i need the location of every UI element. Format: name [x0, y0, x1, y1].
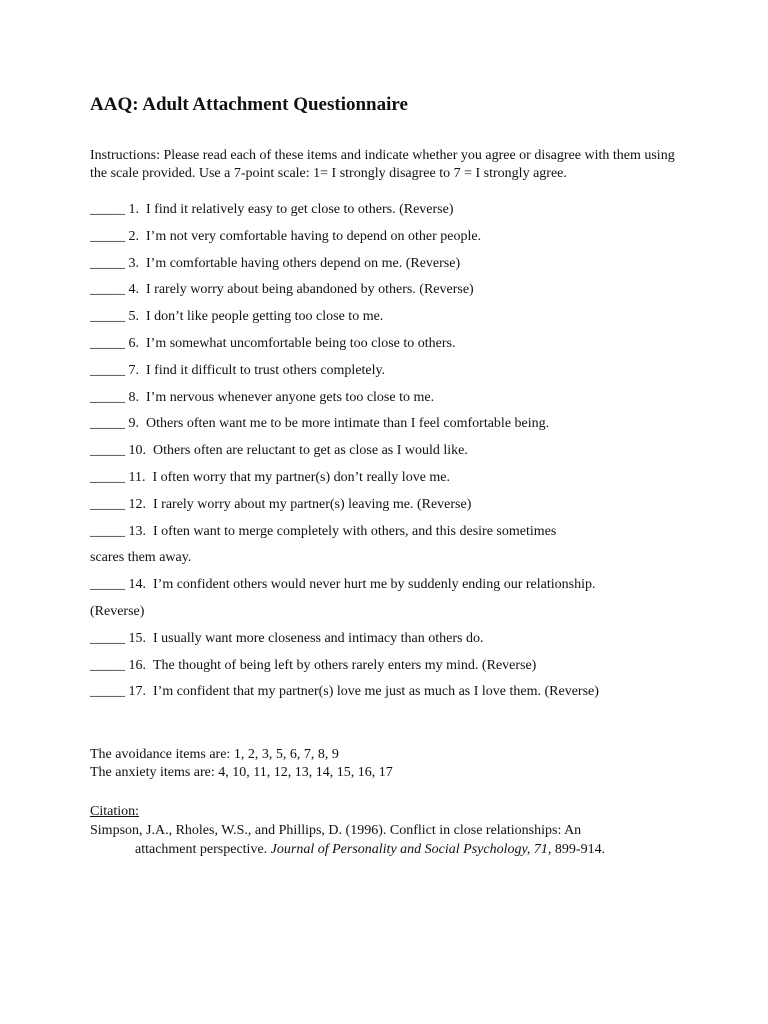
response-blank[interactable]: _____ — [90, 443, 125, 459]
item-text: Others often want me to be more intimate than I feel comfortable being. — [146, 416, 550, 432]
questionnaire-item — [90, 465, 700, 492]
questionnaire-item — [90, 358, 700, 385]
item-text: I’m confident others would never hurt me by suddenly ending our relationship. — [153, 577, 596, 593]
item-number: 11. — [128, 469, 146, 485]
questionnaire-item — [90, 331, 700, 358]
item-text: I don’t like people getting too close to me. — [146, 309, 384, 325]
response-blank[interactable]: _____ — [90, 496, 125, 512]
item-number: 17. — [128, 684, 146, 700]
item-text: I often worry that my partner(s) don’t really love me. — [152, 469, 451, 485]
response-blank[interactable]: _____ — [90, 630, 125, 646]
item-text: I’m comfortable having others depend on me. (Reverse) — [146, 255, 461, 271]
item-number: 5. — [128, 309, 139, 325]
response-blank[interactable]: _____ — [90, 469, 125, 485]
item-number: 1. — [128, 202, 139, 217]
questionnaire-item — [90, 519, 700, 546]
avoidance-items-line: The avoidance items are: 1, 2, 3, 5, 6, 7, 8, 9 — [90, 747, 339, 763]
citation-journal: Journal of Personality and Social Psychology, 71, — [270, 842, 552, 858]
response-blank[interactable]: _____ — [90, 362, 125, 378]
questionnaire-item — [90, 679, 700, 706]
item-number: 14. — [128, 577, 146, 593]
item-number: 3. — [128, 255, 139, 271]
item-number: 8. — [128, 389, 139, 405]
item-text: I find it difficult to trust others completely. — [146, 362, 386, 378]
questionnaire-item — [90, 492, 700, 519]
item-number: 7. — [128, 362, 139, 378]
questionnaire-item — [90, 411, 700, 438]
item-number: 10. — [128, 443, 146, 459]
item-text: I find it relatively easy to get close to others. (Reverse) — [146, 202, 454, 217]
questionnaire-item — [90, 572, 700, 599]
questionnaire-item — [90, 626, 700, 653]
response-blank[interactable]: _____ — [90, 335, 125, 351]
questionnaire-item — [90, 653, 700, 680]
item-number: 2. — [128, 228, 139, 244]
questionnaire-item — [90, 251, 700, 278]
questionnaire-item — [90, 277, 700, 304]
item-continuation: scares them away. — [90, 550, 192, 566]
response-blank[interactable]: _____ — [90, 202, 125, 217]
items-list — [90, 197, 700, 706]
item-number: 16. — [128, 657, 146, 673]
citation-pages: 899-914. — [551, 842, 606, 858]
page-title: AAQ: Adult Attachment Questionnaire — [90, 94, 408, 115]
item-text: I’m confident that my partner(s) love me just as much as I love them. (Reverse) — [153, 684, 599, 700]
instructions-text: Instructions: Please read each of these items and indicate whether you agree or disagree with them using the scale provided. Use a 7-point scale: 1= I strongly disagree to 7 = I strongly agree. — [90, 148, 675, 181]
response-blank[interactable]: _____ — [90, 282, 125, 298]
item-text: I’m nervous whenever anyone gets too close to me. — [146, 389, 435, 405]
citation-line-2 — [90, 840, 700, 859]
citation-line-2-text: attachment perspective. — [135, 842, 271, 858]
item-text: I often want to merge completely with others, and this desire sometimes — [153, 523, 557, 539]
response-blank[interactable]: _____ — [90, 577, 125, 593]
questionnaire-item — [90, 197, 700, 224]
item-number: 4. — [128, 282, 139, 298]
item-text: Others often are reluctant to get as close as I would like. — [153, 443, 468, 459]
response-blank[interactable]: _____ — [90, 309, 125, 325]
response-blank[interactable]: _____ — [90, 416, 125, 432]
citation-section — [90, 802, 700, 859]
item-number: 9. — [128, 416, 139, 432]
item-continuation: (Reverse) — [90, 603, 145, 619]
questionnaire-item — [90, 385, 700, 412]
questionnaire-item — [90, 438, 700, 465]
item-number: 15. — [128, 630, 146, 646]
response-blank[interactable]: _____ — [90, 255, 125, 271]
response-blank[interactable]: _____ — [90, 389, 125, 405]
anxiety-items-line: The anxiety items are: 4, 10, 11, 12, 13, 14, 15, 16, 17 — [90, 765, 393, 781]
response-blank[interactable]: _____ — [90, 523, 125, 539]
questionnaire-item — [90, 224, 700, 251]
item-text: The thought of being left by others rarely enters my mind. (Reverse) — [153, 657, 537, 673]
response-blank[interactable]: _____ — [90, 657, 125, 673]
questionnaire-item — [90, 304, 700, 331]
item-number: 13. — [128, 523, 146, 539]
item-text: I’m somewhat uncomfortable being too close to others. — [146, 335, 456, 351]
item-text: I’m not very comfortable having to depend on other people. — [146, 228, 482, 244]
item-text: I usually want more closeness and intimacy than others do. — [153, 630, 484, 646]
item-text: I rarely worry about being abandoned by others. (Reverse) — [146, 282, 474, 298]
questionnaire-page — [90, 93, 700, 859]
response-blank[interactable]: _____ — [90, 228, 125, 244]
citation-line-1: Simpson, J.A., Rholes, W.S., and Phillips, D. (1996). Conflict in close relationships: An — [90, 823, 582, 839]
item-number: 6. — [128, 335, 139, 351]
citation-label: Citation: — [90, 804, 139, 820]
item-text: I rarely worry about my partner(s) leaving me. (Reverse) — [153, 496, 472, 512]
scoring-section — [90, 746, 700, 782]
response-blank[interactable]: _____ — [90, 684, 125, 700]
item-number: 12. — [128, 496, 146, 512]
